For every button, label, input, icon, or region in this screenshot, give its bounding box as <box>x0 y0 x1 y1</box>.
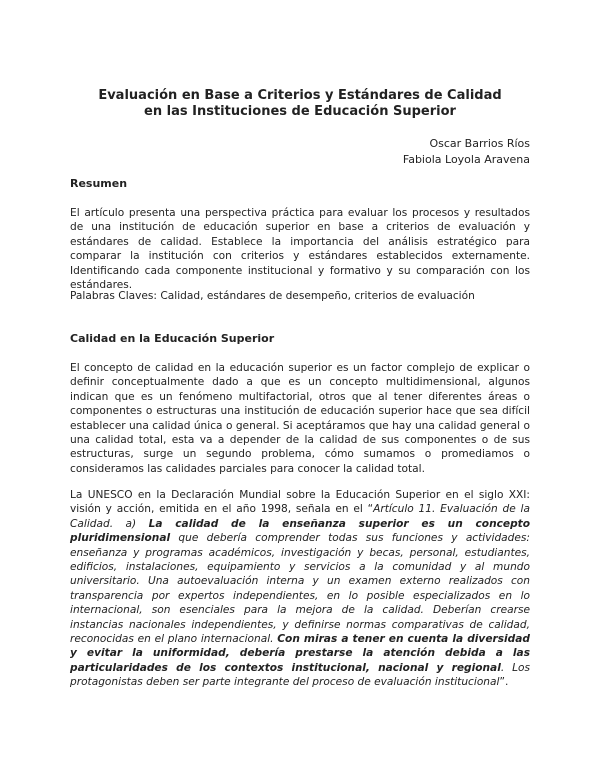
section-paragraph-2 <box>70 488 530 690</box>
author-list <box>403 136 530 168</box>
quote-closing: ”. <box>499 676 509 689</box>
paper-title-line-2: en las Instituciones de Educación Superior <box>144 104 456 119</box>
quote-bold-2: Con miras a tener en cuenta la diversidad y evitar la uniformidad, debería prestarse la atención debida a las particularidades de los contextos institucional, nacional y regional <box>70 633 530 674</box>
quote-bold-1: La calidad de la enseñanza superior es un concepto pluridimensional <box>70 517 530 545</box>
keywords: Palabras Claves: Calidad, estándares de desempeño, criterios de evaluación <box>70 290 475 302</box>
paper-title <box>0 88 600 120</box>
paper-title-line-1: Evaluación en Base a Criterios y Estándares de Calidad <box>98 88 502 103</box>
author-2: Fabiola Loyola Aravena <box>402 153 530 166</box>
quote-italic-1: que debería comprender todas sus funciones y actividades: enseñanza y programas académicos, investigación y becas, personal, estudiantes, edificios, instalaciones, equipamiento y servicios a la comunidad y al mundo universitario. Una autoevaluación interna y un examen externo realizados con transparencia por expertos independientes, en lo posible especializados en lo internacional, son esenciales para la mejora de la calidad. Deberían crearse instancias nacionales independientes, y definirse normas comparativas de calidad, reconocidas en el plano internacional. <box>70 532 530 646</box>
section-heading-calidad: Calidad en la Educación Superior <box>70 332 275 345</box>
resumen-paragraph: El artículo presenta una perspectiva práctica para evaluar los procesos y resultados de una institución de educación superior en base a criterios de evaluación y estándares de calidad. Establece la importancia del análisis estratégico para comparar la institución con criterios y estándares establecidos externamente. Identificando cada componente institucional y formativo y su comparación con los estándares. <box>70 207 530 292</box>
quote-italic-2: . Los protagonistas deben ser parte integrante del proceso de evaluación institucional <box>70 661 530 689</box>
article-reference: Artículo 11. Evaluación de la Calidad. a) <box>70 503 530 530</box>
section-paragraph-1: El concepto de calidad en la educación superior es un factor complejo de explicar o definir conceptualmente dado a que es un concepto multidimensional, algunos indican que es un fenómeno multifactorial, otros que al tener diferentes áreas o componentes o estructuras una institución de educación superior hace que sea difícil establecer una calidad única o general. Si aceptáramos que hay una calidad general o una calidad total, esta va a depender de la calidad de sus componentes o de sus estructuras, surge un segundo problema, cómo sumamos o promediamos o consideramos las calidades parciales para conocer la calidad total. <box>70 362 530 475</box>
resumen-heading: Resumen <box>70 177 128 190</box>
unesco-intro-text: La UNESCO en la Declaración Mundial sobre la Educación Superior en el siglo XXI: visión y acción, emitida en el año 1998, señala en el “ <box>70 489 530 516</box>
author-1: Oscar Barrios Ríos <box>429 137 530 150</box>
